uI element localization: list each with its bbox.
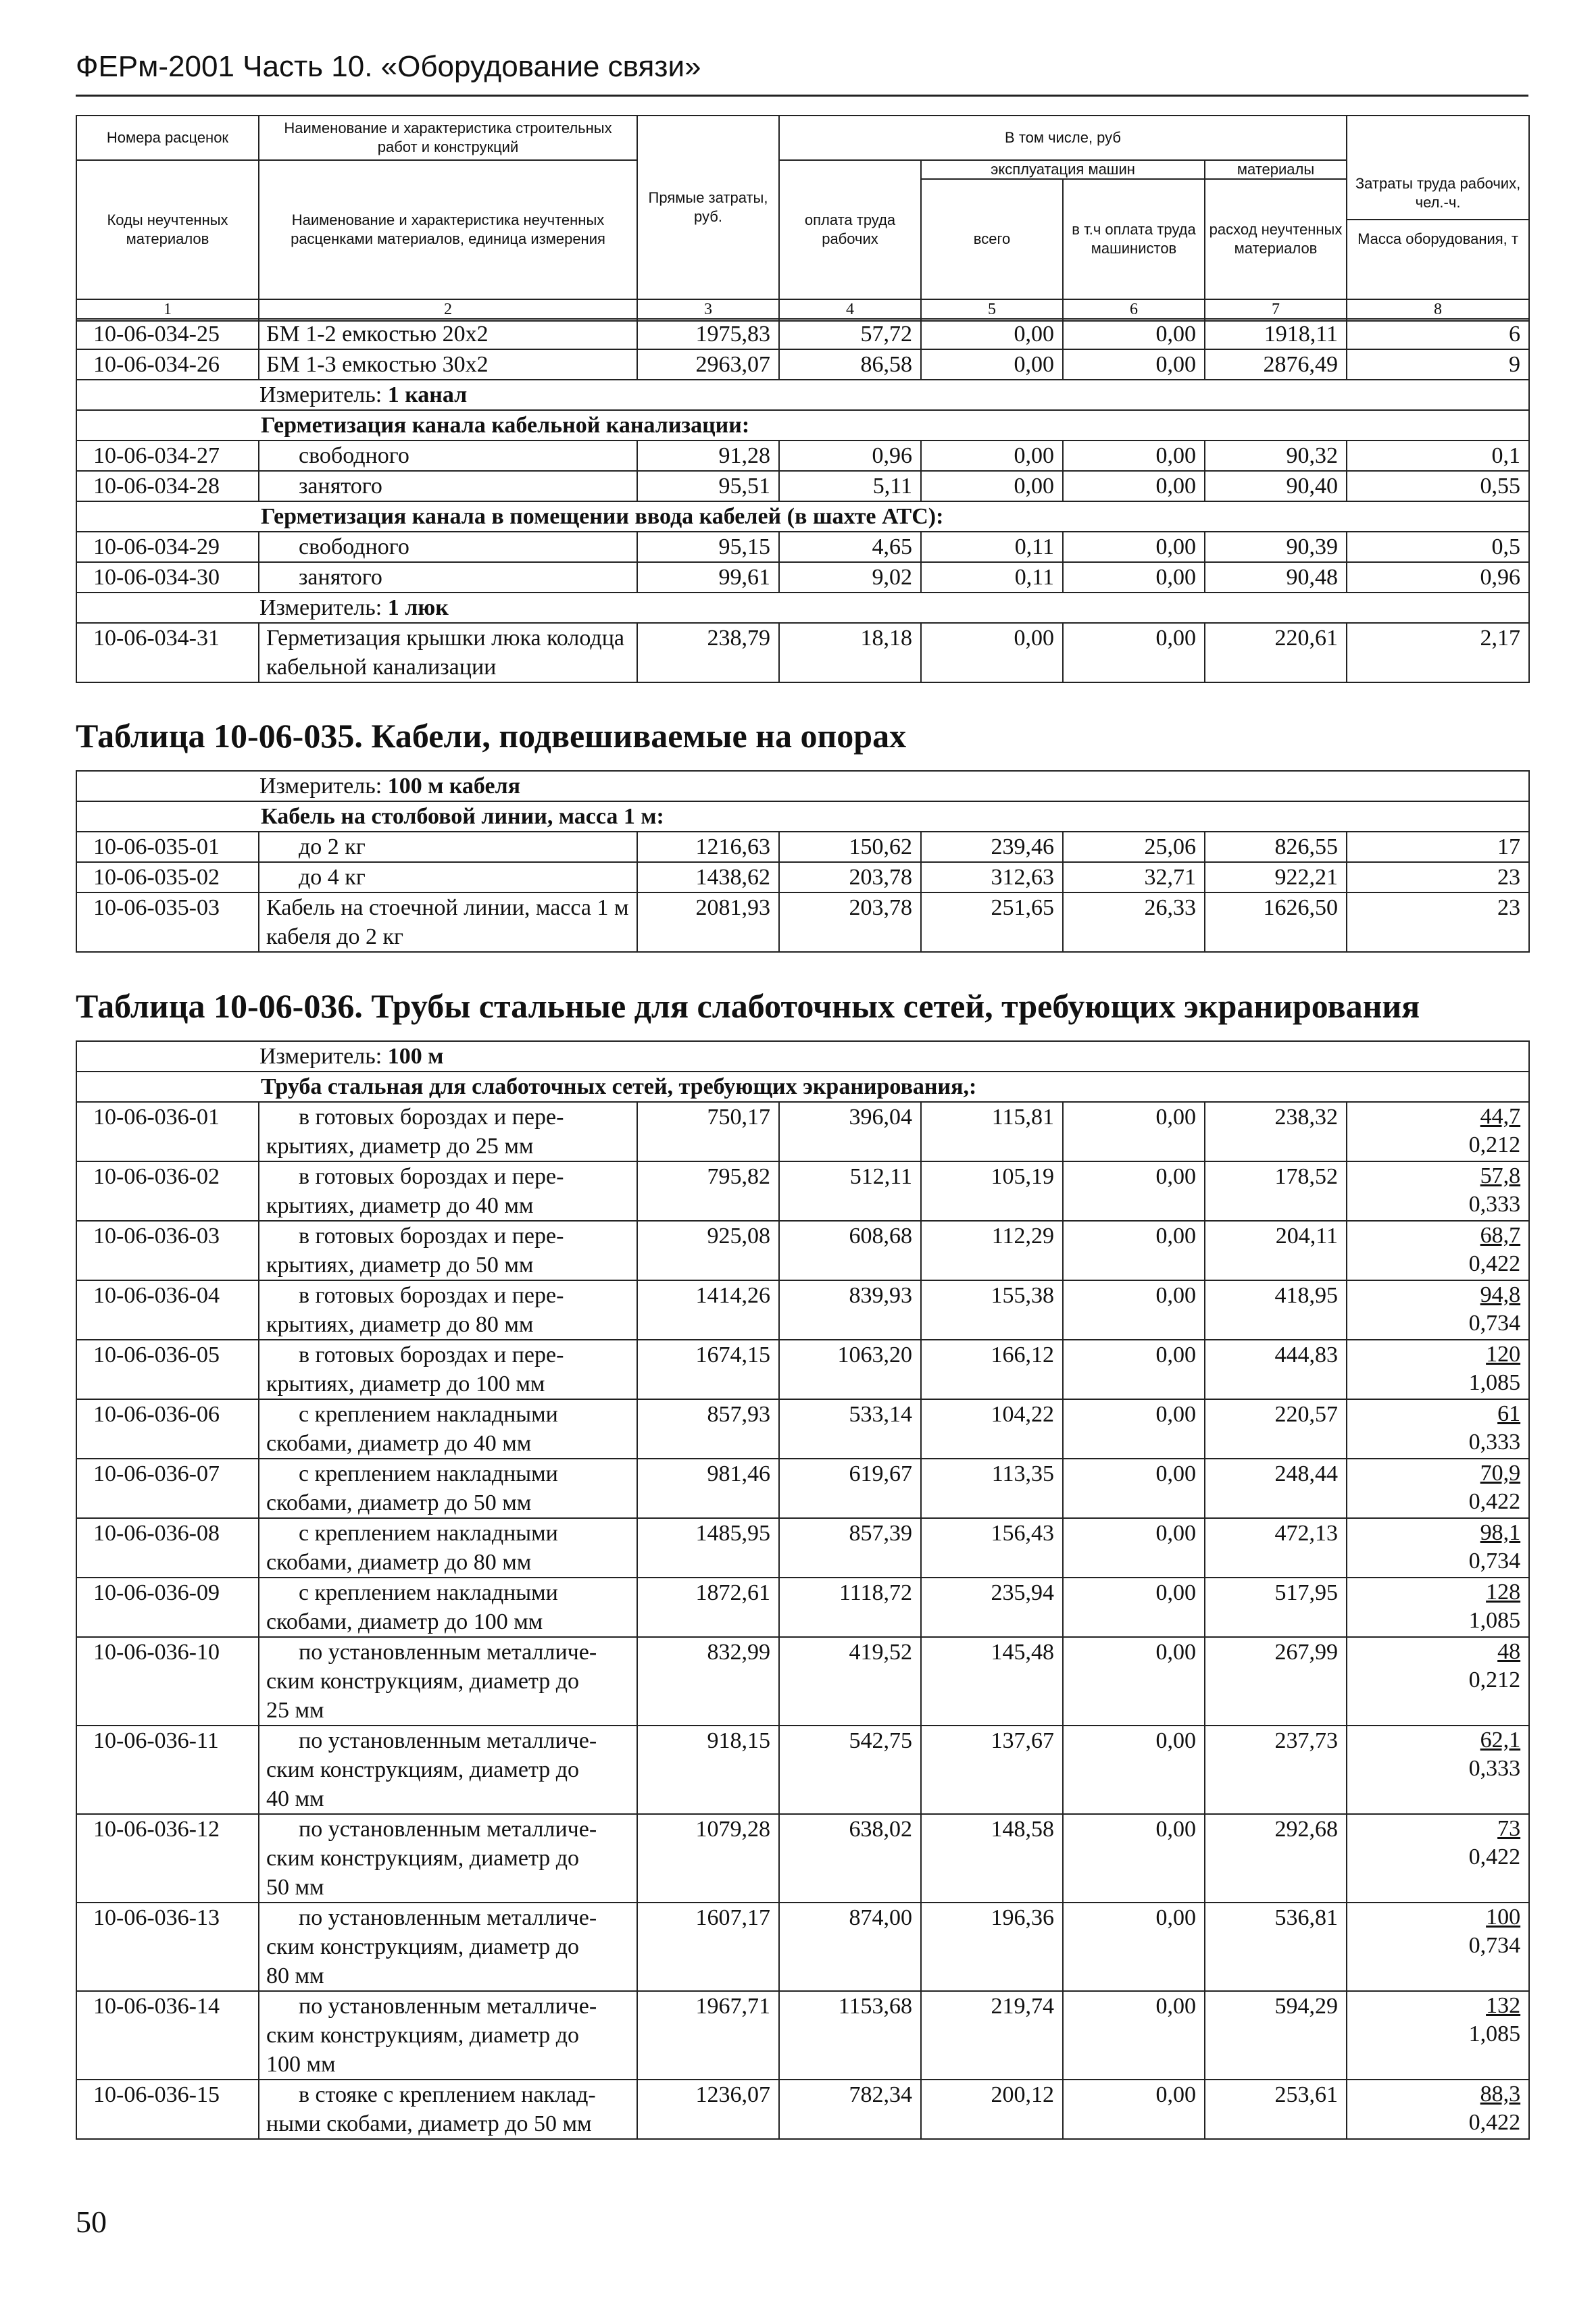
measure-row: Измеритель: 100 м кабеля	[76, 771, 1529, 801]
row-description: с креплением накладными скобами, диаметр до 80 мм	[259, 1518, 637, 1578]
col-header-labor: оплата труда рабочих	[779, 160, 921, 299]
table-row: 10-06-036-10 по установленным металличе- ским конструкциям, диаметр до 25 мм 832,99 419,52 145,48 0,00 267,99 48 0,212	[76, 1637, 1529, 1726]
row-description: в готовых бороздах и пере- крытиях, диаметр до 40 мм	[259, 1161, 637, 1221]
table-row: 10-06-034-29 свободного 95,15 4,65 0,11 0,00 90,39 0,5	[76, 532, 1529, 562]
labor-mass-cell: 132 1,085	[1347, 1991, 1529, 2080]
labor-mass-cell: 98,1 0,734	[1347, 1518, 1529, 1578]
col-number: 1	[76, 299, 259, 321]
col-number: 5	[921, 299, 1063, 321]
header-rule	[76, 95, 1528, 97]
measure-unit: 1 канал	[387, 382, 468, 407]
running-header: ФЕРм-2001 Часть 10. «Оборудование связи»	[76, 50, 701, 83]
table-row: 10-06-036-07 с креплением накладными скобами, диаметр до 50 мм 981,46 619,67 113,35 0,00 248,44 70,9 0,422	[76, 1459, 1529, 1518]
table-034	[76, 115, 1530, 322]
row-description: по установленным металличе- ским конструкциям, диаметр до 40 мм	[259, 1726, 637, 1814]
table-035-title: Таблица 10-06-035. Кабели, подвешиваемые на опорах	[76, 717, 907, 755]
row-description: по установленным металличе- ским конструкциям, диаметр до 50 мм	[259, 1814, 637, 1903]
col-header-mach-labor: в т.ч оплата труда машинистов	[1063, 179, 1205, 299]
table-row: 10-06-035-03 Кабель на стоечной линии, масса 1 м кабеля до 2 кг 2081,93 203,78 251,65 26,33 1626,50 23	[76, 892, 1529, 952]
table-row: 10-06-034-30 занятого 99,61 9,02 0,11 0,00 90,48 0,96	[76, 562, 1529, 593]
col-number: 6	[1063, 299, 1205, 321]
col-header-name: Наименование и характеристика строительных работ и конструкций	[259, 116, 637, 160]
measure-row: Измеритель: 1 люк	[76, 593, 1529, 623]
labor-mass-cell: 57,8 0,333	[1347, 1161, 1529, 1221]
col-header-codes: Номера расценок	[76, 116, 259, 160]
labor-mass-cell: 68,7 0,422	[1347, 1221, 1529, 1280]
table-034-body	[76, 318, 1530, 683]
group-row: Кабель на столбовой линии, масса 1 м:	[76, 801, 1529, 832]
measure-unit: 100 м	[387, 1044, 444, 1069]
table-row: 10-06-034-25 БМ 1-2 емкостью 20х2 1975,83 57,72 0,00 0,00 1918,11 6	[76, 319, 1529, 349]
page-number: 50	[76, 2205, 107, 2239]
group-row: Герметизация канала кабельной канализации:	[76, 410, 1529, 441]
labor-mass-cell: 61 0,333	[1347, 1399, 1529, 1459]
table-row: 10-06-036-03 в готовых бороздах и пере- крытиях, диаметр до 50 мм 925,08 608,68 112,29 0,00 204,11 68,7 0,422	[76, 1221, 1529, 1280]
col-number: 8	[1347, 299, 1529, 321]
labor-mass-cell: 120 1,085	[1347, 1340, 1529, 1399]
labor-mass-cell: 100 0,734	[1347, 1903, 1529, 1991]
labor-mass-cell: 128 1,085	[1347, 1578, 1529, 1637]
col-number: 7	[1205, 299, 1347, 321]
col-header-materials: материалы	[1205, 160, 1347, 179]
labor-mass-cell: 88,3 0,422	[1347, 2080, 1529, 2139]
table-row: 10-06-036-14 по установленным металличе- ским конструкциям, диаметр до 100 мм 1967,71 1153,68 219,74 0,00 594,29 132 1,085	[76, 1991, 1529, 2080]
labor-mass-cell: 94,8 0,734	[1347, 1280, 1529, 1340]
row-description: с креплением накладными скобами, диаметр до 40 мм	[259, 1399, 637, 1459]
col-header-material-codes: Коды неучтенных материалов	[76, 160, 259, 299]
table-row: 10-06-036-04 в готовых бороздах и пере- крытиях, диаметр до 80 мм 1414,26 839,93 155,38 0,00 418,95 94,8 0,734	[76, 1280, 1529, 1340]
labor-mass-cell: 62,1 0,333	[1347, 1726, 1529, 1814]
table-035	[76, 770, 1530, 953]
table-row: 10-06-036-06 с креплением накладными скобами, диаметр до 40 мм 857,93 533,14 104,22 0,00 220,57 61 0,333	[76, 1399, 1529, 1459]
labor-mass-cell: 48 0,212	[1347, 1637, 1529, 1726]
row-description: в готовых бороздах и пере- крытиях, диаметр до 80 мм	[259, 1280, 637, 1340]
col-header-machines: эксплуатация машин	[921, 160, 1205, 179]
col-header-direct: Прямые затраты, руб.	[637, 116, 779, 299]
col-header-mass: Масса оборудования, т	[1357, 230, 1518, 247]
table-row: 10-06-036-08 с креплением накладными скобами, диаметр до 80 мм 1485,95 857,39 156,43 0,00 472,13 98,1 0,734	[76, 1518, 1529, 1578]
table-row: 10-06-036-15 в стояке с креплением наклад- ными скобами, диаметр до 50 мм 1236,07 782,34 200,12 0,00 253,61 88,3 0,422	[76, 2080, 1529, 2139]
table-036-title: Таблица 10-06-036. Трубы стальные для слаботочных сетей, требующих экранирования	[76, 987, 1420, 1025]
col-number: 2	[259, 299, 637, 321]
col-header-group: В том числе, руб	[779, 116, 1347, 160]
table-row: 10-06-034-28 занятого 95,51 5,11 0,00 0,00 90,40 0,55	[76, 471, 1529, 501]
group-row: Герметизация канала в помещении ввода кабелей (в шахте АТС):	[76, 501, 1529, 532]
table-row: 10-06-036-13 по установленным металличе- ским конструкциям, диаметр до 80 мм 1607,17 874,00 196,36 0,00 536,81 100 0,734	[76, 1903, 1529, 1991]
row-description: по установленным металличе- ским конструкциям, диаметр до 80 мм	[259, 1903, 637, 1991]
col-header-material-name: Наименование и характеристика неучтенных расценками материалов, единица измерения	[259, 160, 637, 299]
measure-unit: 100 м кабеля	[387, 774, 521, 799]
table-row: 10-06-034-27 свободного 91,28 0,96 0,00 0,00 90,32 0,1	[76, 441, 1529, 471]
measure-unit: 1 люк	[387, 595, 449, 620]
table-row: 10-06-036-09 с креплением накладными скобами, диаметр до 100 мм 1872,61 1118,72 235,94 0,00 517,95 128 1,085	[76, 1578, 1529, 1637]
row-description: в стояке с креплением наклад- ными скобами, диаметр до 50 мм	[259, 2080, 637, 2139]
row-description: по установленным металличе- ским конструкциям, диаметр до 25 мм	[259, 1637, 637, 1726]
labor-mass-cell: 70,9 0,422	[1347, 1459, 1529, 1518]
group-row: Труба стальная для слаботочных сетей, требующих экранирования,:	[76, 1072, 1529, 1102]
row-description: в готовых бороздах и пере- крытиях, диаметр до 100 мм	[259, 1340, 637, 1399]
row-description: в готовых бороздах и пере- крытиях, диаметр до 25 мм	[259, 1102, 637, 1161]
table-036	[76, 1040, 1530, 2140]
row-description: с креплением накладными скобами, диаметр до 100 мм	[259, 1578, 637, 1637]
measure-row: Измеритель: 1 канал	[76, 380, 1529, 410]
col-header-mach-total: всего	[921, 179, 1063, 299]
table-row: 10-06-036-05 в готовых бороздах и пере- крытиях, диаметр до 100 мм 1674,15 1063,20 166,12 0,00 444,83 120 1,085	[76, 1340, 1529, 1399]
labor-mass-cell: 44,7 0,212	[1347, 1102, 1529, 1161]
col-header-labor-mass	[1347, 116, 1529, 299]
col-number: 4	[779, 299, 921, 321]
table-row: 10-06-035-01 до 2 кг 1216,63 150,62 239,46 25,06 826,55 17	[76, 832, 1529, 862]
col-header-mat-use: расход неучтенных материалов	[1205, 179, 1347, 299]
table-row: 10-06-036-11 по установленным металличе- ским конструкциям, диаметр до 40 мм 918,15 542,75 137,67 0,00 237,73 62,1 0,333	[76, 1726, 1529, 1814]
measure-row: Измеритель: 100 м	[76, 1041, 1529, 1072]
table-row: 10-06-034-31 Герметизация крышки люка колодца кабельной канализации 238,79 18,18 0,00 0,00 220,61 2,17	[76, 623, 1529, 682]
table-row: 10-06-036-12 по установленным металличе- ским конструкциям, диаметр до 50 мм 1079,28 638,02 148,58 0,00 292,68 73 0,422	[76, 1814, 1529, 1903]
row-description: по установленным металличе- ским конструкциям, диаметр до 100 мм	[259, 1991, 637, 2080]
col-number: 3	[637, 299, 779, 321]
row-description: с креплением накладными скобами, диаметр до 50 мм	[259, 1459, 637, 1518]
table-row: 10-06-036-02 в готовых бороздах и пере- крытиях, диаметр до 40 мм 795,82 512,11 105,19 0,00 178,52 57,8 0,333	[76, 1161, 1529, 1221]
labor-mass-cell: 73 0,422	[1347, 1814, 1529, 1903]
table-row: 10-06-034-26 БМ 1-3 емкостью 30х2 2963,07 86,58 0,00 0,00 2876,49 9	[76, 349, 1529, 380]
table-row: 10-06-036-01 в готовых бороздах и пере- крытиях, диаметр до 25 мм 750,17 396,04 115,81 0,00 238,32 44,7 0,212	[76, 1102, 1529, 1161]
col-header-hours: Затраты труда рабочих, чел.-ч.	[1347, 157, 1528, 220]
table-row: 10-06-035-02 до 4 кг 1438,62 203,78 312,63 32,71 922,21 23	[76, 862, 1529, 892]
row-description: в готовых бороздах и пере- крытиях, диаметр до 50 мм	[259, 1221, 637, 1280]
